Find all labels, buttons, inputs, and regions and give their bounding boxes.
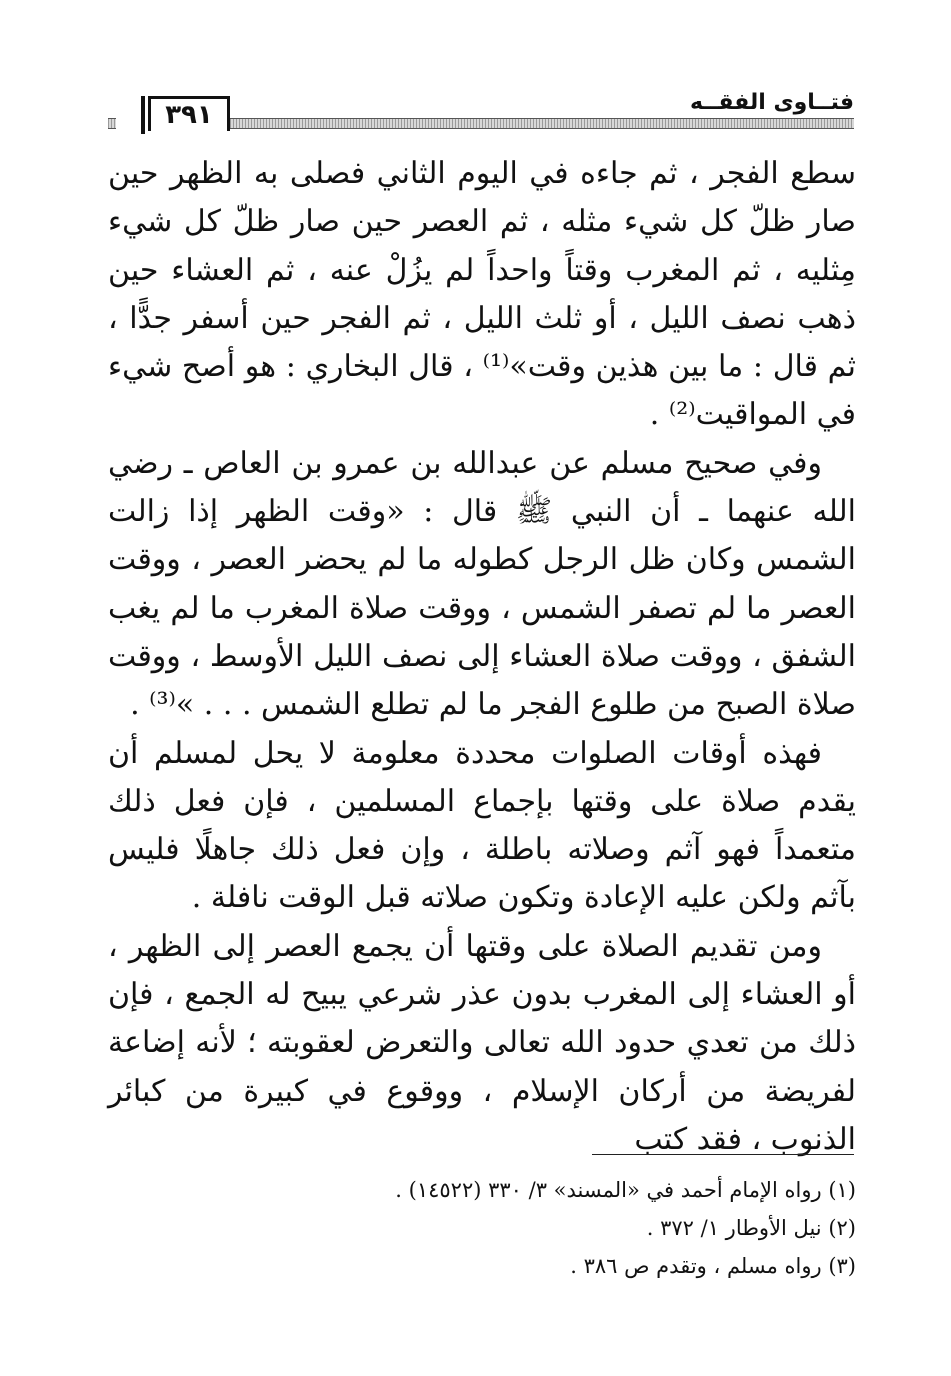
header-rule bbox=[218, 118, 854, 129]
footnote-separator bbox=[592, 1154, 854, 1155]
paragraph-3: فهذه أوقات الصلوات محددة معلومة لا يحل لمسلم أن يقدم صلاة على وقتها بإجماع المسلمين ، فإن فعل ذلك متعمداً فهو آثم وصلاته باطلة ، وإن فعل ذلك جاهلًا فليس بآثم ولكن عليه الإعادة وتكون صلاته قبل الوقت نافلة . bbox=[108, 735, 856, 916]
footnote-2: (٢) نيل الأوطار ١/ ٣٧٢ . bbox=[646, 1216, 856, 1240]
running-title: فتــاوى الفقــه bbox=[684, 90, 854, 116]
paragraph-2: وفي صحيح مسلم عن عبدالله بن عمرو بن العاص ـ رضي الله عنهما ـ أن النبي ﷺ قال : «وقت الظهر إذا زالت الشمس وكان ظل الرجل كطوله ما لم يحضر العصر ، ووقت العصر ما لم تصفر الشمس ، ووقت صلاة المغرب ما لم يغب الشفق ، ووقت صلاة العشاء إلى نصف الليل الأوسط ، ووقت صلاة الصبح من طلوع الفجر ما لم تطلع الشمس . . . »⁽³⁾ . bbox=[108, 445, 856, 723]
paragraph-1: سطع الفجر ، ثم جاءه في اليوم الثاني فصلى به الظهر حين صار ظلّ كل شيء مثله ، ثم العصر حين صار ظلّ كل شيء مِثليه ، ثم المغرب وقتاً واحداً لم يزُلْ عنه ، ثم العشاء حين ذهب نصف الليل ، أو ثلث الليل ، ثم الفجر حين أسفر جدًّا ، ثم قال : ما بين هذين وقت»⁽¹⁾ ، قال البخاري : هو أصح شيء في المواقيت⁽²⁾ . bbox=[108, 156, 856, 433]
footnotes bbox=[108, 1171, 856, 1285]
header-rule-left bbox=[108, 118, 116, 129]
running-header bbox=[108, 90, 854, 138]
page-number: ٣٩١ bbox=[148, 96, 230, 131]
paragraph-4: ومن تقديم الصلاة على وقتها أن يجمع العصر إلى الظهر ، أو العشاء إلى المغرب بدون عذر شرعي يبيح له الجمع ، فإن ذلك من تعدي حدود الله تعالى والتعرض لعقوبته ؛ لأنه إضاعة لفريضة من أركان الإسلام ، ووقوع في كبيرة من كبائر الذنوب ، فقد كتب bbox=[108, 928, 856, 1157]
body-text bbox=[108, 150, 856, 1164]
footnote-3: (٣) رواه مسلم ، وتقدم ص ٣٨٦ . bbox=[570, 1254, 856, 1278]
footnote-1: (١) رواه الإمام أحمد في «المسند» ٣/ ٣٣٠ (١٤٥٢٢) . bbox=[395, 1178, 856, 1202]
